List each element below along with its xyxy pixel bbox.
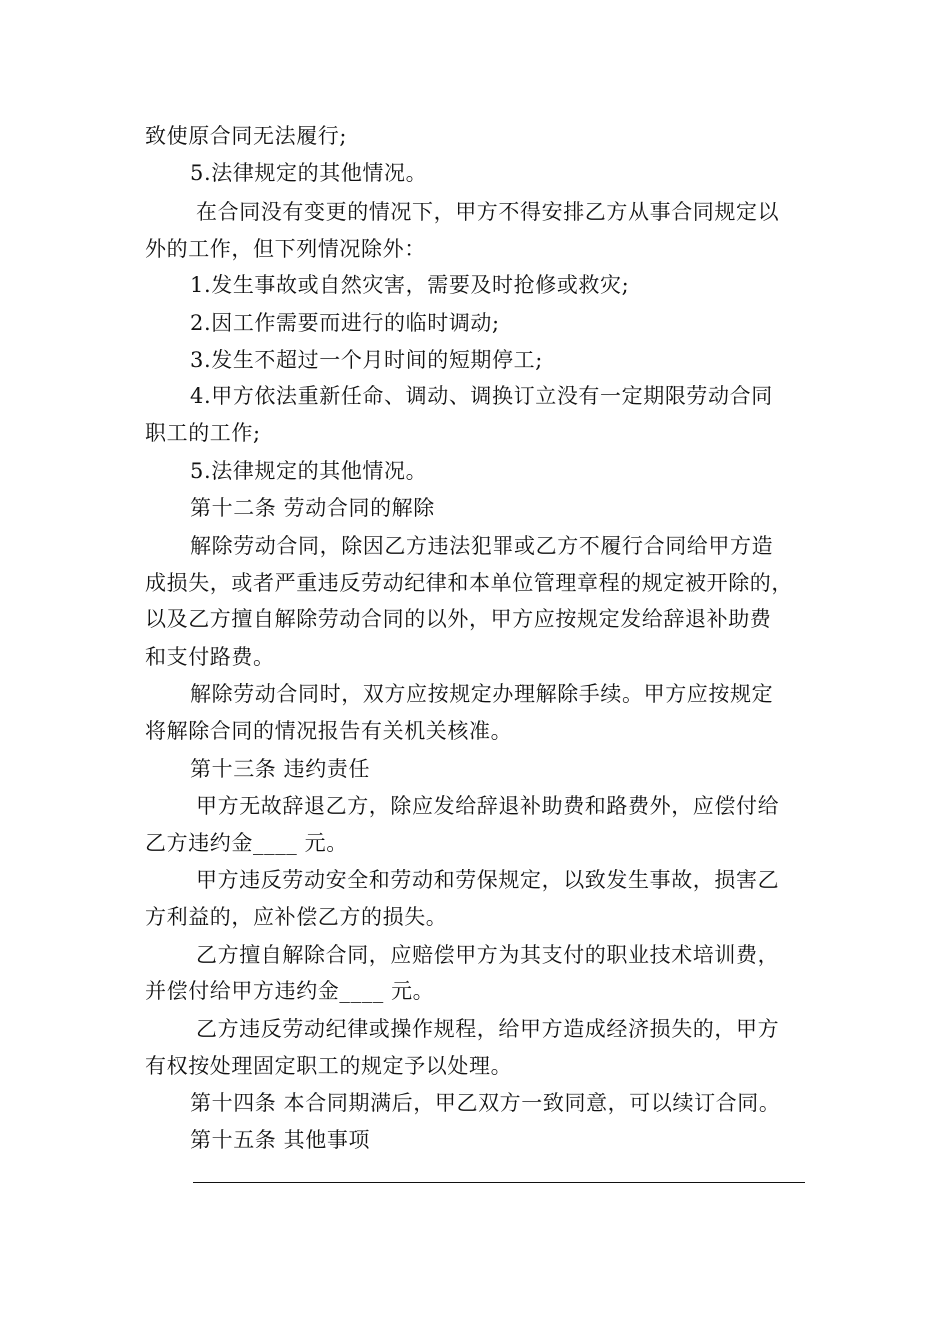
list-item: 5.法律规定的其他情况。	[190, 459, 428, 483]
text-line: 致使原合同无法履行;	[145, 124, 348, 148]
list-item: 4.甲方依法重新任命、调动、调换订立没有一定期限劳动合同	[190, 384, 773, 408]
list-item: 2.因工作需要而进行的临时调动;	[190, 311, 500, 335]
list-item: 5.法律规定的其他情况。	[190, 161, 428, 185]
section-heading: 第十二条 劳动合同的解除	[190, 496, 435, 520]
paragraph-line: 将解除合同的情况报告有关机关核准。	[145, 719, 513, 743]
list-item: 1.发生事故或自然灾害，需要及时抢修或救灾;	[190, 273, 630, 297]
paragraph-line: 乙方违反劳动纪律或操作规程，给甲方造成经济损失的，甲方	[196, 1017, 780, 1041]
paragraph-line: 乙方违约金____ 元。	[145, 831, 348, 855]
paragraph-line: 甲方无故辞退乙方，除应发给辞退补助费和路费外，应偿付给	[196, 794, 780, 818]
paragraph-line: 解除劳动合同，除因乙方违法犯罪或乙方不履行合同给甲方造	[190, 534, 774, 558]
paragraph-line: 外的工作，但下列情况除外：	[145, 237, 426, 261]
paragraph-line: 乙方擅自解除合同，应赔偿甲方为其支付的职业技术培训费，	[196, 943, 780, 967]
paragraph-line: 在合同没有变更的情况下，甲方不得安排乙方从事合同规定以	[196, 200, 780, 224]
paragraph-line: 有权按处理固定职工的规定予以处理。	[145, 1054, 513, 1078]
paragraph-line: 解除劳动合同时，双方应按规定办理解除手续。甲方应按规定	[190, 682, 774, 706]
paragraph-line: 以及乙方擅自解除劳动合同的以外，甲方应按规定发给辞退补助费	[145, 607, 772, 631]
list-item: 3.发生不超过一个月时间的短期停工;	[190, 348, 543, 372]
paragraph-line: 并偿付给甲方违约金____ 元。	[145, 979, 435, 1003]
paragraph-line: 成损失，或者严重违反劳动纪律和本单位管理章程的规定被开除的，	[145, 571, 793, 595]
section-heading: 第十五条 其他事项	[190, 1128, 371, 1152]
paragraph-line: 和支付路费。	[145, 645, 275, 669]
paragraph-line: 职工的工作;	[145, 421, 261, 445]
paragraph-line: 甲方违反劳动安全和劳动和劳保规定，以致发生事故，损害乙	[196, 868, 780, 892]
paragraph-line: 方利益的，应补偿乙方的损失。	[145, 905, 448, 929]
section-heading: 第十四条 本合同期满后，甲乙双方一致同意，可以续订合同。	[190, 1091, 781, 1115]
section-heading: 第十三条 违约责任	[190, 757, 371, 781]
fill-in-blank-line	[193, 1182, 805, 1183]
